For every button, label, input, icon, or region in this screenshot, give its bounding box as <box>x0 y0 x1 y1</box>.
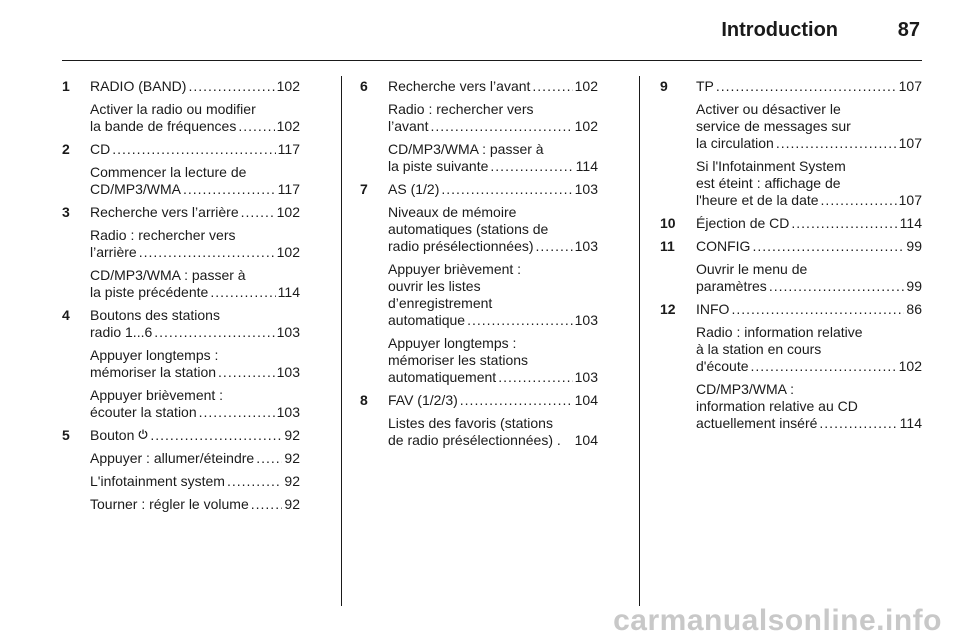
entry-line <box>696 261 922 278</box>
leader-dots <box>154 324 274 341</box>
sub-entry <box>696 324 922 375</box>
entry-text: CD/MP3/WMA : passer à <box>90 267 246 283</box>
page-ref[interactable]: 102 <box>276 244 300 260</box>
page-ref[interactable]: 102 <box>574 78 598 94</box>
entry-text: à la station en cours <box>696 341 822 357</box>
sub-entry <box>90 267 300 301</box>
entry-line <box>696 278 922 295</box>
page-ref[interactable]: 92 <box>284 427 300 443</box>
entry-line <box>388 118 598 135</box>
leader-dots <box>532 78 572 95</box>
entry-line <box>90 404 300 421</box>
page-ref[interactable]: 114 <box>277 284 300 300</box>
entry-body <box>388 181 598 386</box>
entry-text: paramètres <box>696 278 767 294</box>
entry-text: ouvrir les listes <box>388 278 481 294</box>
index-entry <box>62 78 300 135</box>
entry-line <box>696 118 922 135</box>
entry-line <box>696 358 922 375</box>
sub-entry <box>90 164 300 198</box>
page-ref[interactable]: 107 <box>898 135 922 151</box>
entry-line <box>388 204 598 221</box>
entry-line <box>388 369 598 386</box>
entry-body <box>90 78 300 135</box>
entry-text: Activer la radio ou modifier <box>90 101 256 117</box>
sub-entry <box>696 158 922 209</box>
entry-line <box>388 432 598 449</box>
entry-text: Recherche vers l’avant <box>388 78 531 94</box>
entry-text: automatique <box>388 312 466 328</box>
leader-dots <box>769 278 905 295</box>
entry-text: d’enregistrement <box>388 295 493 311</box>
page-ref[interactable]: 102 <box>276 204 300 220</box>
entry-line <box>388 158 598 175</box>
index-column-1 <box>62 78 300 519</box>
entry-text: CONFIG <box>696 238 751 254</box>
entry-text: radio présélectionnées) <box>388 238 534 254</box>
index-entry <box>360 181 598 386</box>
leader-dots <box>536 238 573 255</box>
page-ref[interactable]: 114 <box>899 415 922 431</box>
sub-entry <box>90 347 300 381</box>
sub-entry <box>90 496 300 513</box>
page-ref[interactable]: 117 <box>277 181 300 197</box>
sub-entry <box>90 387 300 421</box>
sub-entry <box>388 101 598 135</box>
index-entry <box>660 238 922 295</box>
entry-body <box>696 215 922 232</box>
entry-line <box>696 215 922 232</box>
index-entry <box>360 392 598 449</box>
entry-line <box>90 141 300 158</box>
entry-number: 6 <box>360 78 368 94</box>
entry-line <box>90 347 300 364</box>
sub-entry <box>388 141 598 175</box>
page-ref[interactable]: 117 <box>277 141 300 157</box>
header-rule <box>62 60 922 61</box>
page-ref[interactable]: 103 <box>574 312 598 328</box>
leader-dots <box>251 496 283 513</box>
entry-number: 5 <box>62 427 70 443</box>
entry-text: Appuyer longtemps : <box>90 347 219 363</box>
entry-line <box>90 244 300 261</box>
page-ref[interactable]: 99 <box>906 278 922 294</box>
sub-entry <box>90 450 300 467</box>
entry-number: 11 <box>660 238 675 254</box>
sub-entry <box>388 415 598 449</box>
entry-text: mémoriser les stations <box>388 352 529 368</box>
entry-text: la bande de fréquences <box>90 118 237 134</box>
index-entry <box>660 301 922 432</box>
sub-entry <box>388 261 598 329</box>
leader-dots <box>112 141 275 158</box>
page-ref[interactable]: 107 <box>898 192 922 208</box>
leader-dots <box>716 78 897 95</box>
page-ref[interactable]: 114 <box>575 158 598 174</box>
entry-line <box>90 450 300 467</box>
entry-text: la circulation <box>696 135 774 151</box>
entry-text: Ouvrir le menu de <box>696 261 808 277</box>
leader-dots <box>441 181 572 198</box>
leader-dots <box>821 192 897 209</box>
entry-body <box>388 392 598 449</box>
entry-line <box>696 78 922 95</box>
entry-text: Appuyer : allumer/éteindre <box>90 450 255 466</box>
entry-text: d'écoute <box>696 358 749 374</box>
power-icon <box>138 427 148 438</box>
page-ref[interactable]: 102 <box>574 118 598 134</box>
sub-entry <box>90 227 300 261</box>
entry-body <box>696 238 922 295</box>
page-ref[interactable]: 114 <box>899 215 922 231</box>
page-ref[interactable]: 92 <box>284 450 300 466</box>
entry-line <box>90 164 300 181</box>
entry-line <box>696 101 922 118</box>
entry-body <box>696 301 922 432</box>
entry-text: Recherche vers l’arrière <box>90 204 239 220</box>
entry-line <box>388 278 598 295</box>
entry-line <box>90 118 300 135</box>
entry-line <box>388 221 598 238</box>
entry-text: RADIO (BAND) <box>90 78 187 94</box>
page-ref[interactable]: 102 <box>276 78 300 94</box>
sub-entry <box>696 261 922 295</box>
entry-text: service de messages sur <box>696 118 851 134</box>
leader-dots <box>150 427 282 444</box>
page-ref[interactable]: 104 <box>574 392 598 408</box>
leader-dots <box>498 369 572 386</box>
entry-text: Appuyer brièvement : <box>388 261 522 277</box>
entry-text: FAV (1/2/3) <box>388 392 458 408</box>
leader-dots <box>256 450 282 467</box>
page-ref[interactable]: 92 <box>284 496 300 512</box>
entry-line <box>388 392 598 409</box>
entry-text: AS (1/2) <box>388 181 440 197</box>
entry-line <box>90 227 300 244</box>
entry-line <box>388 312 598 329</box>
entry-line <box>90 387 300 404</box>
entry-text: la piste suivante <box>388 158 489 174</box>
entry-line <box>388 352 598 369</box>
entry-text: automatiquement <box>388 369 497 385</box>
entry-text: est éteint : affichage de <box>696 175 841 191</box>
entry-line <box>388 181 598 198</box>
entry-body <box>90 141 300 198</box>
entry-text: actuellement inséré <box>696 415 818 431</box>
page-ref[interactable]: 102 <box>898 358 922 374</box>
page-ref[interactable]: 86 <box>906 301 922 317</box>
entry-text: L'infotainment system <box>90 473 225 489</box>
leader-dots <box>731 301 904 318</box>
index-entry <box>360 78 598 175</box>
leader-dots <box>199 404 275 421</box>
leader-dots <box>460 392 573 409</box>
index-entry <box>660 215 922 232</box>
entry-line <box>388 335 598 352</box>
entry-text: Appuyer longtemps : <box>388 335 517 351</box>
leader-dots <box>776 135 897 152</box>
page-ref[interactable]: 103 <box>276 324 300 340</box>
entry-number: 1 <box>62 78 70 94</box>
entry-text: Radio : information relative <box>696 324 863 340</box>
entry-text: Tourner : régler le volume <box>90 496 249 512</box>
entry-text: TP <box>696 78 714 94</box>
entry-text: Bouton <box>90 427 135 443</box>
entry-number: 2 <box>62 141 70 157</box>
entry-line <box>90 181 300 198</box>
page-ref[interactable]: 99 <box>906 238 922 254</box>
leader-dots <box>819 415 897 432</box>
entry-number: 12 <box>660 301 676 317</box>
page-header <box>0 0 960 62</box>
entry-text: mémoriser la station <box>90 364 217 380</box>
page-ref[interactable]: 92 <box>284 473 300 489</box>
sub-entry <box>90 473 300 490</box>
entry-line <box>388 415 598 432</box>
entry-text: information relative au CD <box>696 398 858 414</box>
sub-entry <box>696 101 922 152</box>
page-ref[interactable]: 102 <box>276 118 300 134</box>
page-ref[interactable]: 103 <box>574 238 598 254</box>
entry-line <box>90 284 300 301</box>
entry-line <box>696 238 922 255</box>
entry-line <box>696 192 922 209</box>
entry-text: CD/MP3/WMA : <box>696 381 795 397</box>
entry-text: l’avant <box>388 118 429 134</box>
entry-text: CD/MP3/WMA <box>90 181 181 197</box>
entry-number: 9 <box>660 78 668 94</box>
entry-text: CD <box>90 141 111 157</box>
entry-line <box>696 398 922 415</box>
page-ref[interactable]: 103 <box>574 181 598 197</box>
page-ref[interactable]: 103 <box>574 369 598 385</box>
entry-line <box>696 301 922 318</box>
entry-line <box>388 78 598 95</box>
page-ref[interactable]: 107 <box>898 78 922 94</box>
entry-body <box>388 78 598 175</box>
entry-text: l’arrière <box>90 244 137 260</box>
entry-text: Éjection de CD <box>696 215 790 231</box>
page-ref[interactable]: 103 <box>276 404 300 420</box>
index-entry <box>62 427 300 513</box>
column-divider <box>639 76 640 606</box>
entry-line <box>388 238 598 255</box>
entry-line <box>696 415 922 432</box>
entry-body <box>696 78 922 209</box>
index-column-3 <box>660 78 922 438</box>
leader-dots <box>218 364 275 381</box>
entry-text: Si l'Infotainment System <box>696 158 846 174</box>
column-divider <box>341 76 342 606</box>
leader-dots <box>183 181 276 198</box>
entry-number: 4 <box>62 307 70 323</box>
entry-text: Listes des favoris (stations <box>388 415 553 431</box>
entry-number: 7 <box>360 181 368 197</box>
leader-dots <box>751 358 897 375</box>
entry-line <box>696 381 922 398</box>
entry-text: CD/MP3/WMA : passer à <box>388 141 544 157</box>
leader-dots <box>467 312 573 329</box>
leader-dots <box>227 473 282 490</box>
leader-dots <box>490 158 573 175</box>
entry-number: 10 <box>660 215 676 231</box>
index-entry <box>62 307 300 421</box>
entry-line <box>90 307 300 324</box>
entry-line <box>90 101 300 118</box>
entry-text: Commencer la lecture de <box>90 164 247 180</box>
entry-text: Boutons des stations <box>90 307 220 323</box>
entry-line <box>90 496 300 513</box>
entry-line <box>90 324 300 341</box>
entry-text: Niveaux de mémoire <box>388 204 517 220</box>
entry-text: radio 1...6 <box>90 324 153 340</box>
entry-text: écouter la station <box>90 404 197 420</box>
leader-dots <box>430 118 572 135</box>
entry-line <box>696 158 922 175</box>
page-number: 87 <box>897 19 920 41</box>
entry-line <box>90 427 300 444</box>
entry-text: Activer ou désactiver le <box>696 101 841 117</box>
entry-line <box>388 295 598 312</box>
page-ref[interactable]: 103 <box>276 364 300 380</box>
entry-text: l'heure et de la date <box>696 192 819 208</box>
index-entry <box>62 204 300 301</box>
watermark: carmanualsonline.info <box>613 604 942 637</box>
entry-line <box>388 101 598 118</box>
entry-body <box>90 307 300 421</box>
entry-text: la piste précédente <box>90 284 209 300</box>
entry-text: INFO <box>696 301 730 317</box>
entry-line <box>388 261 598 278</box>
entry-body <box>90 204 300 301</box>
entry-number: 8 <box>360 392 368 408</box>
index-entry <box>660 78 922 209</box>
index-entry <box>62 141 300 198</box>
index-column-2 <box>360 78 598 455</box>
entry-line <box>696 341 922 358</box>
entry-body <box>90 427 300 513</box>
entry-line <box>90 204 300 221</box>
sub-entry <box>388 204 598 255</box>
sub-entry <box>696 381 922 432</box>
entry-line <box>696 135 922 152</box>
leader-dots <box>238 118 274 135</box>
leader-dots <box>791 215 897 232</box>
entry-text: Appuyer brièvement : <box>90 387 224 403</box>
leader-dots <box>188 78 274 95</box>
page-ref[interactable]: 104 <box>574 432 598 448</box>
sub-entry <box>388 335 598 386</box>
sub-entry <box>90 101 300 135</box>
entry-text: Radio : rechercher vers <box>388 101 534 117</box>
entry-text: de radio présélectionnées) . <box>388 432 561 448</box>
entry-line <box>90 473 300 490</box>
entry-text: automatiques (stations de <box>388 221 549 237</box>
leader-dots <box>139 244 275 261</box>
entry-line <box>388 141 598 158</box>
entry-text: Radio : rechercher vers <box>90 227 236 243</box>
leader-dots <box>210 284 275 301</box>
entry-line <box>90 78 300 95</box>
entry-line <box>696 175 922 192</box>
leader-dots <box>241 204 275 221</box>
section-title: Introduction <box>721 19 838 41</box>
entry-line <box>90 364 300 381</box>
entry-line <box>90 267 300 284</box>
leader-dots <box>752 238 904 255</box>
entry-number: 3 <box>62 204 70 220</box>
entry-line <box>696 324 922 341</box>
